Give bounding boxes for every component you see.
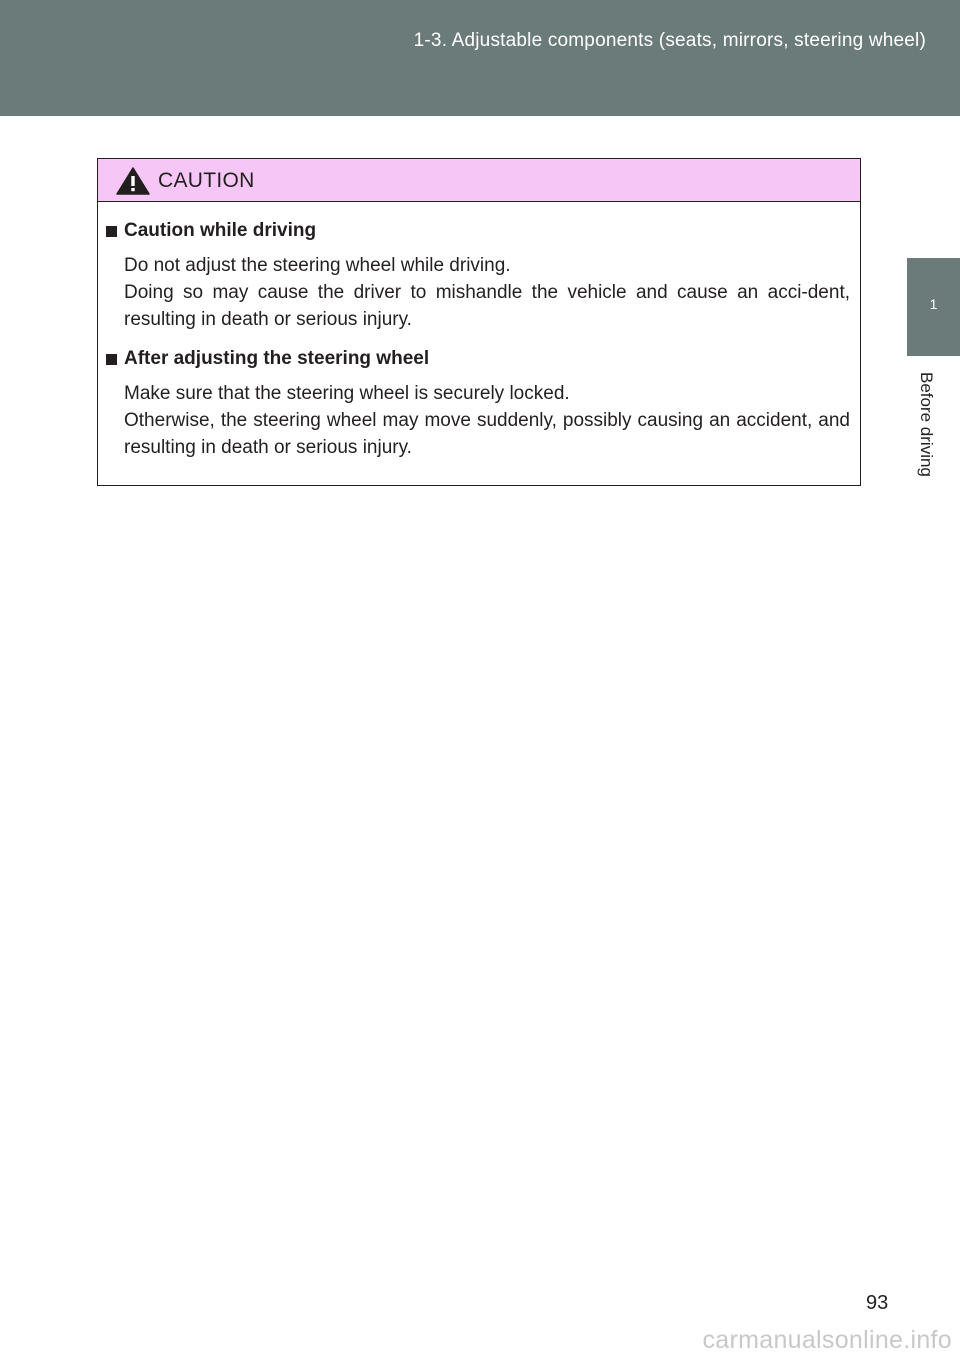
watermark: carmanualsonline.info <box>702 1326 952 1354</box>
caution-item-heading <box>106 347 850 371</box>
caution-content <box>98 202 860 461</box>
section-title: 1-3. Adjustable components (seats, mirrors, steering wheel) <box>413 30 926 51</box>
square-bullet-icon <box>106 226 117 237</box>
caution-item-body <box>106 371 850 461</box>
caution-item-heading-text: Caution while driving <box>124 220 317 241</box>
chapter-name: Before driving <box>917 372 936 477</box>
caution-item-body <box>106 243 850 333</box>
page-number: 93 <box>866 1292 889 1314</box>
caution-item <box>106 219 850 333</box>
caution-header <box>98 159 860 202</box>
chapter-number: 1 <box>929 296 938 312</box>
caution-box <box>97 158 861 486</box>
caution-paragraph: Otherwise, the steering wheel may move suddenly, possibly causing an accident, and resulting in death or serious injury. <box>124 410 850 458</box>
warning-triangle-icon <box>116 167 150 195</box>
square-bullet-icon <box>106 354 117 365</box>
header-band <box>0 0 960 116</box>
caution-item <box>106 347 850 461</box>
caution-paragraph: Doing so may cause the driver to mishandle the vehicle and cause an acci-dent, resulting in death or serious injury. <box>124 282 850 330</box>
caution-paragraph: Make sure that the steering wheel is securely locked. <box>124 383 570 404</box>
caution-item-heading-text: After adjusting the steering wheel <box>124 348 430 369</box>
side-strip <box>907 116 960 616</box>
caution-label: CAUTION <box>158 169 255 192</box>
chapter-tab <box>907 258 960 356</box>
caution-item-heading <box>106 219 850 243</box>
caution-paragraph: Do not adjust the steering wheel while driving. <box>124 255 511 276</box>
